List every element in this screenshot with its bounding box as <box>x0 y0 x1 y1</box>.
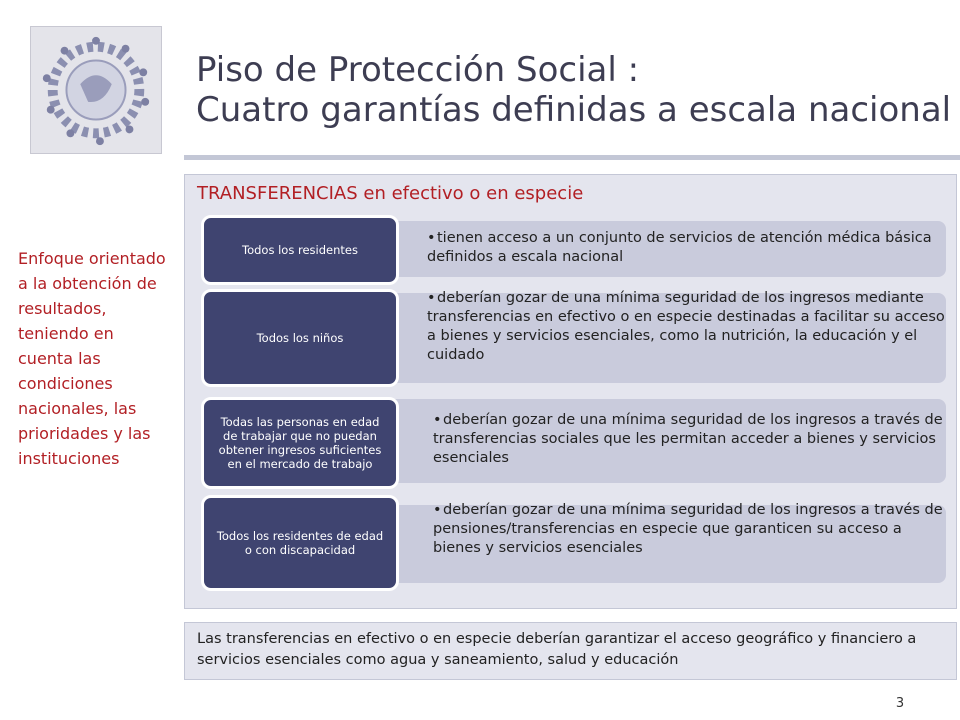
bullet-icon: • <box>427 290 436 306</box>
bullet-icon: • <box>433 412 442 428</box>
side-note: Enfoque orientado a la obtención de resultados, teniendo en cuenta las condiciones nacionales, las prioridades y las instituciones <box>18 249 166 468</box>
bullet-icon: • <box>427 230 436 246</box>
guarantee-group-label: Todos los residentes de edad o con discapacidad <box>201 495 399 591</box>
bullet-icon: • <box>433 502 442 518</box>
guarantee-text: •deberían gozar de una mínima seguridad de los ingresos a través de transferencias sociales que les permitan acceder a bienes y servicios esenciales <box>433 412 943 466</box>
title-line-2: Cuatro garantías definidas a escala nacional <box>196 90 952 130</box>
guarantee-group-label: Todos los niños <box>201 289 399 387</box>
guarantee-group-label: Todos los residentes <box>201 215 399 285</box>
organization-logo <box>30 26 162 154</box>
people-circle-icon <box>31 27 161 153</box>
guarantee-text: •deberían gozar de una mínima seguridad de los ingresos a través de pensiones/transferencias en especie que garanticen su acceso a bienes y servicios esenciales <box>433 502 943 556</box>
guarantee-row-residents <box>185 215 958 283</box>
guarantee-text: •deberían gozar de una mínima seguridad de los ingresos mediante transferencias en efectivo o en especie destinadas a facilitar su acceso a bienes y servicios esenciales, como la nutrición, la educación y el cuidado <box>427 290 945 363</box>
panel-title: TRANSFERENCIAS en efectivo o en especie <box>197 183 584 204</box>
guarantee-row-elderly-disabled <box>185 495 958 591</box>
slide-title <box>196 50 956 130</box>
guarantee-row-children <box>185 287 958 389</box>
title-line-1: Piso de Protección Social : <box>196 50 640 90</box>
guarantee-text: •tienen acceso a un conjunto de servicios de atención médica básica definidos a escala nacional <box>427 230 932 265</box>
transfers-panel <box>184 174 957 609</box>
guarantee-group-label: Todas las personas en edad de trabajar que no puedan obtener ingresos suficientes en el mercado de trabajo <box>201 397 399 489</box>
bottom-note: Las transferencias en efectivo o en especie deberían garantizar el acceso geográfico y financiero a servicios esenciales como agua y saneamiento, salud y educación <box>184 622 957 680</box>
page-number: 3 <box>895 696 905 711</box>
title-divider <box>184 155 960 160</box>
guarantee-row-working-age <box>185 397 958 489</box>
